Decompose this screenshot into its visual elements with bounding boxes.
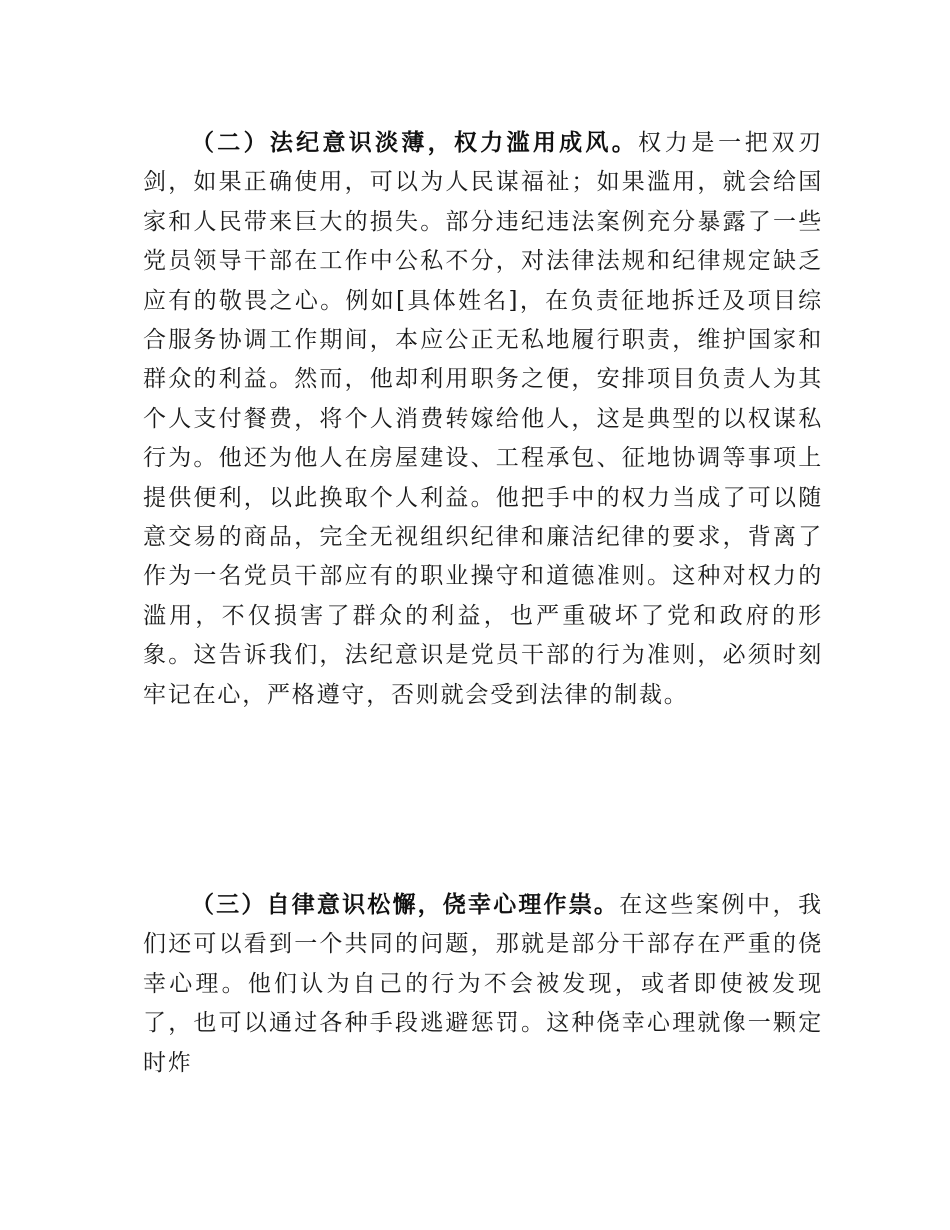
section-heading: （二）法纪意识淡薄，权力滥用成风。: [191, 130, 639, 156]
paragraph-body: 权力是一把双刃剑，如果正确使用，可以为人民谋福祉；如果滥用，就会给国家和人民带来巨大的损失。部分违纪违法案例充分暴露了一些党员领导干部在工作中公私不分，对法律法规和纪律规定缺乏应有的敬畏之心。例如[具体姓名]，在负责征地拆迁及项目综合服务协调工作期间，本应公正无私地履行职责，维护国家和群众的利益。然而，他却利用职务之便，安排项目负责人为其个人支付餐费，将个人消费转嫁给他人，这是典型的以权谋私行为。他还为他人在房屋建设、工程承包、征地协调等事项上提供便利，以此换取个人利益。他把手中的权力当成了可以随意交易的商品，完全无视组织纪律和廉洁纪律的要求，背离了作为一名党员干部应有的职业操守和道德准则。这种对权力的滥用，不仅损害了群众的利益，也严重破坏了党和政府的形象。这告诉我们，法纪意识是党员干部的行为准则，必须时刻牢记在心，严格遵守，否则就会受到法律的制裁。: [143, 130, 823, 708]
paragraph-body: 在这些案例中，我们还可以看到一个共同的问题，那就是部分干部存在严重的侥幸心理。他们认为自己的行为不会被发现，或者即使被发现了，也可以通过各种手段逃避惩罚。这种侥幸心理就像一颗定时炸: [143, 892, 823, 1076]
paragraph-section-2: [143, 124, 823, 715]
section-heading: （三）自律意识松懈，侥幸心理作祟。: [191, 892, 620, 918]
paragraph-section-3: [143, 886, 823, 1083]
